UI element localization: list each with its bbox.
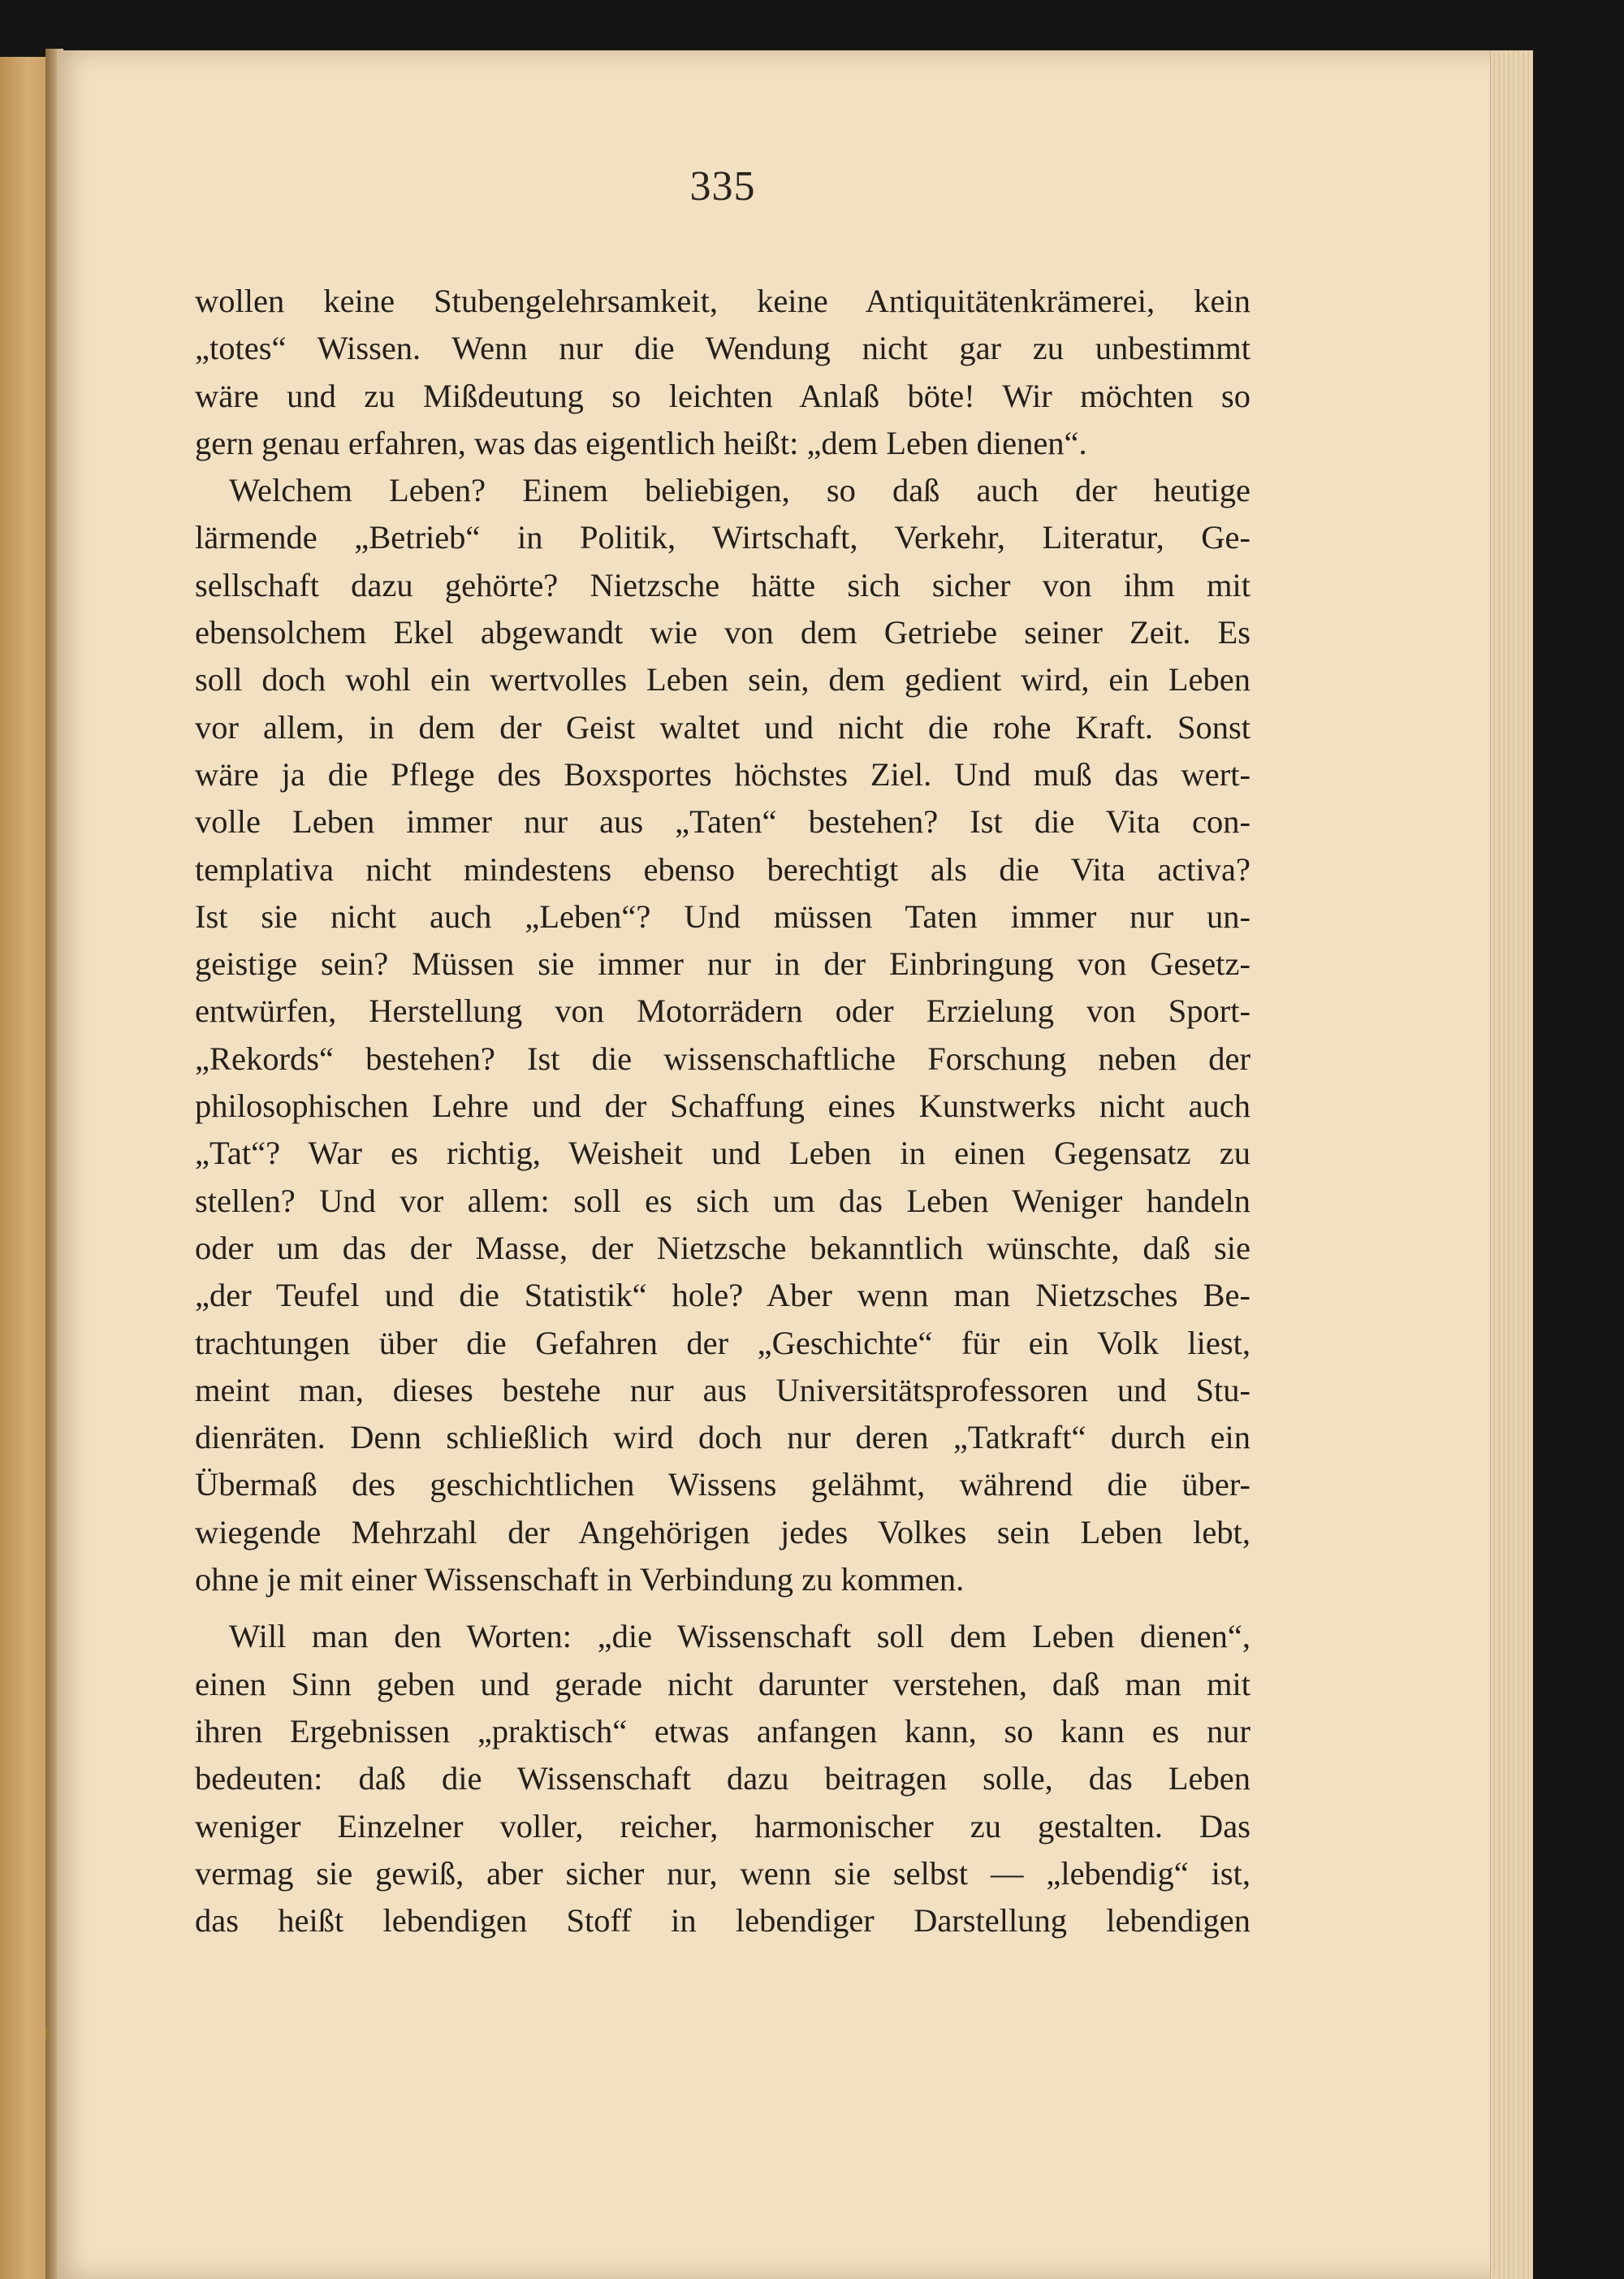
text-line: bedeuten: daß die Wissenschaft dazu beitragen solle, das Leben — [195, 1760, 1250, 1797]
text-line: stellen? Und vor allem: soll es sich um das Leben Weniger handeln — [195, 1182, 1250, 1219]
text-line: „totes“ Wissen. Wenn nur die Wendung nicht gar zu unbestimmt — [195, 330, 1250, 367]
text-line: ebensolchem Ekel abgewandt wie von dem Getriebe seiner Zeit. Es — [195, 614, 1250, 651]
text-line: Welchem Leben? Einem beliebigen, so daß auch der heutige — [229, 472, 1250, 509]
page-stack-edges — [1490, 50, 1533, 2279]
text-line: einen Sinn geben und gerade nicht darunter verstehen, daß man mit — [195, 1665, 1250, 1702]
text-line: Ist sie nicht auch „Leben“? Und müssen Taten immer nur un- — [195, 897, 1250, 935]
text-line: vermag sie gewiß, aber sicher nur, wenn sie selbst — „lebendig“ ist, — [195, 1854, 1250, 1892]
text-line: weniger Einzelner voller, reicher, harmonischer zu gestalten. Das — [195, 1807, 1250, 1844]
text-line: Will man den Worten: „die Wissenschaft soll dem Leben dienen“, — [229, 1618, 1250, 1655]
paragraph — [195, 278, 1250, 467]
text-line: ihren Ergebnissen „praktisch“ etwas anfangen kann, so kann es nur — [195, 1712, 1250, 1749]
text-line: meint man, dieses bestehe nur aus Universitätsprofessoren und Stu- — [195, 1371, 1250, 1408]
text-line: trachtungen über die Gefahren der „Geschichte“ für ein Volk liest, — [195, 1324, 1250, 1361]
text-line: „der Teufel und die Statistik“ hole? Aber wenn man Nietzsches Be- — [195, 1277, 1250, 1314]
text-line: philosophischen Lehre und der Schaffung eines Kunstwerks nicht auch — [195, 1088, 1250, 1125]
text-line: sellschaft dazu gehörte? Nietzsche hätte sich sicher von ihm mit — [195, 566, 1250, 603]
text-line: templativa nicht mindestens ebenso berechtigt als die Vita activa? — [195, 850, 1250, 888]
text-line: das heißt lebendigen Stoff in lebendiger Darstellung lebendigen — [195, 1902, 1250, 1940]
text-line: „Rekords“ bestehen? Ist die wissenschaftliche Forschung neben der — [195, 1040, 1250, 1077]
paper-speck — [45, 2027, 49, 2039]
text-line: geistige sein? Müssen sie immer nur in der Einbringung von Gesetz- — [195, 945, 1250, 983]
text-line: wäre und zu Mißdeutung so leichten Anlaß böte! Wir möchten so — [195, 377, 1250, 414]
paragraph — [195, 467, 1250, 1603]
text-line: ohne je mit einer Wissenschaft in Verbindung zu kommen. — [195, 1561, 965, 1598]
text-line: gern genau erfahren, was das eigentlich heißt: „dem Leben dienen“. — [195, 424, 1087, 461]
text-line: soll doch wohl ein wertvolles Leben sein, dem gedient wird, ein Leben — [195, 661, 1250, 698]
text-line: dienräten. Denn schließlich wird doch nur deren „Tatkraft“ durch ein — [195, 1419, 1250, 1456]
text-line: entwürfen, Herstellung von Motorrädern oder Erzielung von Sport- — [195, 992, 1250, 1030]
book-page — [57, 50, 1533, 2279]
paragraph — [195, 1613, 1250, 1944]
text-line: „Tat“? War es richtig, Weisheit und Leben in einen Gegensatz zu — [195, 1135, 1250, 1172]
text-line: vor allem, in dem der Geist waltet und nicht die rohe Kraft. Sonst — [195, 708, 1250, 746]
text-line: volle Leben immer nur aus „Taten“ bestehen? Ist die Vita con- — [195, 803, 1250, 841]
text-line: Übermaß des geschichtlichen Wissens gelähmt, während die über- — [195, 1466, 1250, 1503]
body-text — [195, 278, 1250, 1944]
text-line: lärmende „Betrieb“ in Politik, Wirtschaft, Verkehr, Literatur, Ge- — [195, 519, 1250, 556]
text-line: oder um das der Masse, der Nietzsche bekanntlich wünschte, daß sie — [195, 1229, 1250, 1266]
facing-page-edge — [0, 57, 50, 2279]
page-number: 335 — [689, 163, 756, 210]
text-line: wiegende Mehrzahl der Angehörigen jedes Volkes sein Leben lebt, — [195, 1513, 1250, 1550]
text-line: wollen keine Stubengelehrsamkeit, keine Antiquitätenkrämerei, kein — [195, 283, 1250, 319]
text-line: wäre ja die Pflege des Boxsportes höchstes Ziel. Und muß das wert- — [195, 755, 1250, 793]
